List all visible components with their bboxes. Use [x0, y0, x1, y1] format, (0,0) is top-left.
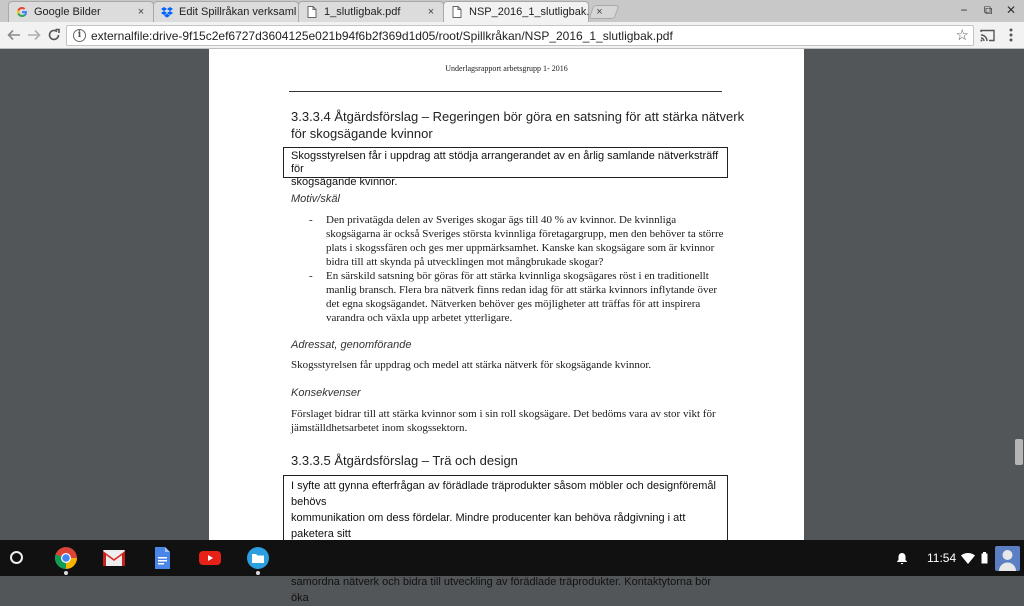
- youtube-icon[interactable]: [198, 546, 222, 570]
- maximize-icon[interactable]: ⧉: [983, 3, 993, 17]
- browser-toolbar: [0, 22, 1024, 49]
- bookmark-star-icon[interactable]: ☆: [955, 27, 969, 44]
- tab-edit-spillrakan[interactable]: [153, 1, 299, 22]
- url-text: externalfile:drive-9f15c2ef6727d3604125e021b94f6b2f369d1d05/root/Spillkråkan/NSP_2016_1_slutligbak.pdf: [91, 29, 673, 43]
- google-icon: [15, 6, 28, 19]
- launcher-button[interactable]: [10, 551, 23, 564]
- minimize-icon[interactable]: −: [960, 3, 968, 17]
- running-indicator: [256, 571, 260, 575]
- close-window-icon[interactable]: ✕: [1005, 3, 1017, 17]
- proposal-line: samordna nätverk och bidra till utveckling av förädlade träprodukter. Kontaktytorna bör öka: [291, 576, 712, 604]
- info-icon[interactable]: i: [73, 29, 86, 42]
- gmail-icon[interactable]: [102, 546, 126, 570]
- proposal-line: skogsägande kvinnor.: [291, 176, 398, 188]
- document-icon: [305, 6, 318, 19]
- tab-nsp-2016-active[interactable]: [443, 1, 603, 22]
- chrome-icon[interactable]: [54, 546, 78, 570]
- proposal-line: Skogsstyrelsen får i uppdrag att stödja arrangerandet av en årlig samlande nätverksträff för: [291, 150, 719, 175]
- files-icon[interactable]: [246, 546, 270, 570]
- tab-strip: [0, 0, 1024, 22]
- proposal-line: kommunikation om dess fördelar. Mindre producenter kan behöva rådgivning i att paketera sitt: [291, 512, 686, 540]
- bullet-dash: -: [309, 270, 313, 282]
- konsekvenser-text: Förslaget bidrar till att stärka kvinnor som i sin roll skogsägare. Det bedöms vara av stor vikt för jämställdhetsarbetet inom skogssektorn.: [291, 408, 716, 434]
- scrollbar[interactable]: [1014, 49, 1024, 540]
- tab-google-bilder[interactable]: [8, 1, 154, 22]
- cast-icon: [980, 29, 995, 42]
- back-button[interactable]: [5, 26, 23, 44]
- menu-button[interactable]: [1002, 26, 1020, 44]
- more-vert-icon: [1009, 28, 1013, 42]
- tab-slutligbak-pdf[interactable]: [298, 1, 444, 22]
- bullet-item: [309, 213, 729, 269]
- tab-close-icon[interactable]: ×: [137, 6, 145, 18]
- os-shelf: [0, 540, 1024, 576]
- running-indicator: [64, 571, 68, 575]
- bullet-text: En särskild satsning bör göras för att stärka kvinnliga skogsägares röst i en traditionellt manlig bransch. Flera bra nätverk finns redan idag för att stärka kvinnors inflytande över det egna skogsägandet. Nätverken behöver ges möjligheter att träffas för att inspirera varandra och växla upp arbetet ytterligare.: [326, 270, 717, 324]
- pdf-page: [209, 49, 804, 604]
- bullet-text: Den privatägda delen av Sveriges skogar ägs till 40 % av kvinnor. De kvinnliga skogsägarna är också Sveriges största kvinnliga företagargrupp, men den behöver ta större plats i skogssfären och ges mer uppmärksamhet. Kanske kan skogsägare som är kvinnor bidra till att skynda på utvecklingen mot mångbrukade skogar?: [326, 214, 724, 268]
- bullet-item: [309, 269, 729, 325]
- forward-arrow-icon: [27, 28, 41, 42]
- cast-button[interactable]: [978, 26, 996, 44]
- motiv-heading: Motiv/skäl: [291, 193, 340, 205]
- konsekvenser-heading: Konsekvenser: [291, 387, 361, 399]
- section-heading-tra-design: 3.3.3.5 Åtgärdsförslag – Trä och design: [291, 453, 518, 468]
- address-bar[interactable]: [66, 25, 974, 46]
- adressat-text: Skogsstyrelsen får uppdrag och medel att stärka nätverk för skogsägande kvinnor.: [291, 359, 652, 371]
- section-heading-line1: 3.3.3.4 Åtgärdsförslag – Regeringen bör göra en satsning för att stärka nätverk: [291, 109, 745, 124]
- reload-button[interactable]: [45, 26, 63, 44]
- section-heading-line2: för skogsägande kvinnor: [291, 126, 433, 141]
- tab-label: Edit Spillråkan verksaml: [179, 6, 297, 18]
- adressat-heading: Adressat, genomförande: [291, 339, 412, 351]
- forward-button[interactable]: [25, 26, 43, 44]
- back-arrow-icon: [7, 28, 21, 42]
- tab-label: Google Bilder: [34, 6, 101, 18]
- scrollbar-thumb[interactable]: [1015, 439, 1023, 465]
- running-header: Underlagsrapport arbetsgrupp 1- 2016: [445, 64, 568, 73]
- user-avatar[interactable]: [995, 546, 1020, 571]
- proposal-box-tra-design: [283, 475, 728, 604]
- proposal-line: I syfte att gynna efterfrågan av förädlade träprodukter såsom möbler och designföremål behövs: [291, 480, 716, 508]
- bullet-dash: -: [309, 214, 313, 226]
- tab-close-icon[interactable]: ×: [427, 6, 435, 18]
- battery-icon[interactable]: [981, 540, 988, 576]
- reload-icon: [47, 28, 61, 42]
- dropbox-icon: [160, 6, 173, 19]
- tab-label: NSP_2016_1_slutligbak.: [469, 6, 590, 18]
- docs-icon[interactable]: [150, 546, 174, 570]
- wifi-icon[interactable]: [961, 540, 975, 576]
- notification-bell-icon[interactable]: [896, 540, 908, 576]
- header-rule: [289, 91, 722, 92]
- proposal-box: [283, 147, 728, 188]
- document-icon: [450, 6, 463, 19]
- clock[interactable]: 11:54: [927, 551, 957, 565]
- tab-label: 1_slutligbak.pdf: [324, 6, 401, 18]
- tab-close-icon[interactable]: ×: [596, 6, 603, 18]
